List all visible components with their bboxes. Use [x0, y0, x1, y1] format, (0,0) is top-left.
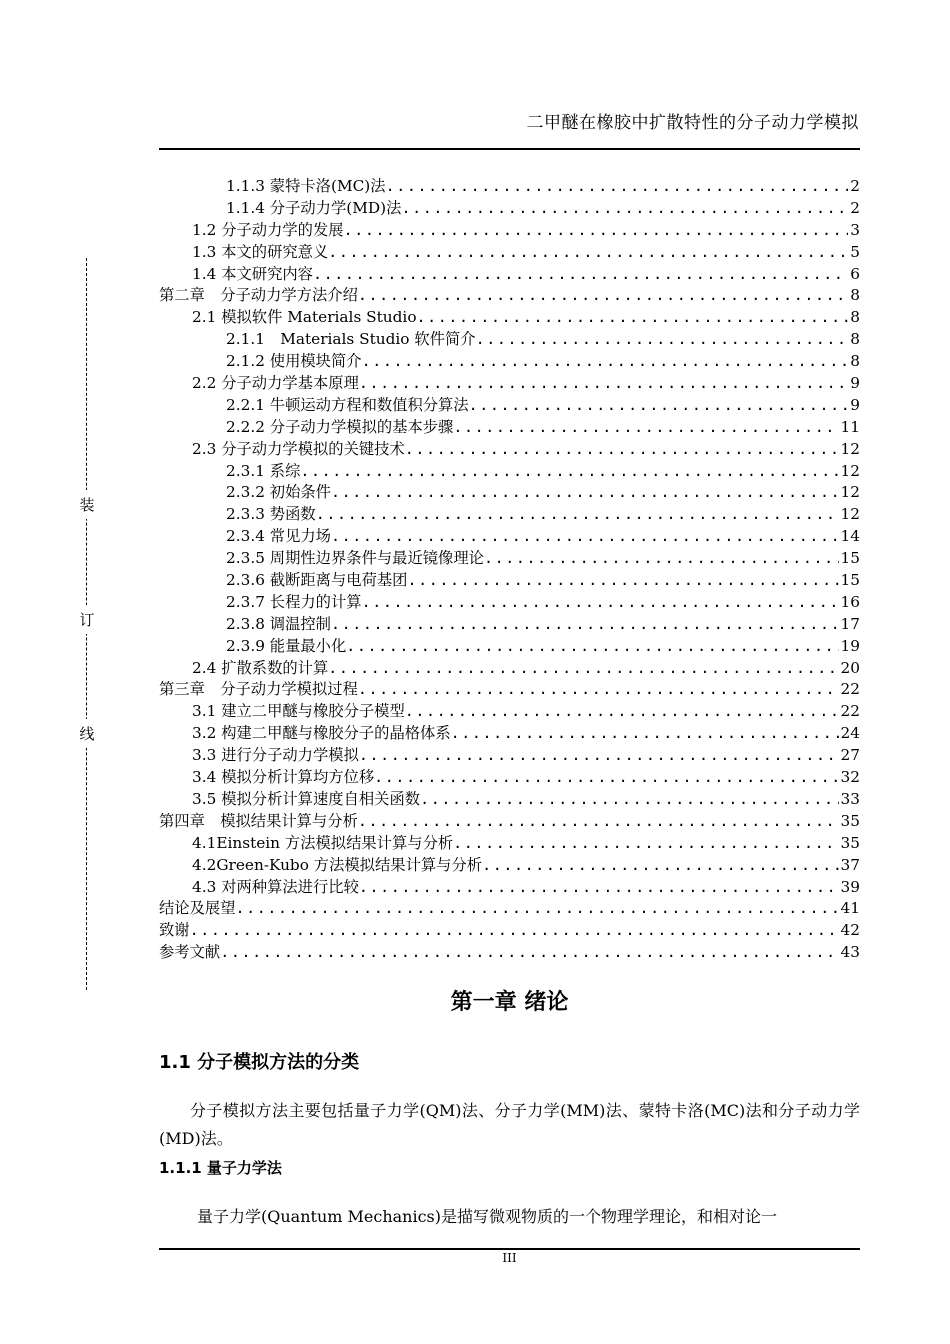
- toc-entry-page: 2: [850, 198, 860, 217]
- toc-dot-leader: [328, 242, 848, 264]
- subsection-heading: 1.1.1 量子力学法: [159, 1159, 282, 1177]
- toc-entry-page: 11: [840, 417, 860, 436]
- toc-entry[interactable]: [159, 701, 860, 723]
- toc-entry-title: 2.2.2 分子动力学模拟的基本步骤: [226, 417, 454, 436]
- section-heading: 1.1 分子模拟方法的分类: [159, 1052, 360, 1073]
- toc-entry-page: 8: [850, 308, 860, 327]
- toc-entry[interactable]: [159, 329, 860, 351]
- toc-entry-page: 27: [840, 746, 860, 765]
- toc-entry-page: 35: [840, 811, 860, 830]
- toc-entry-title: 2.3.6 截断距离与电荷基团: [226, 571, 408, 590]
- body-paragraph-2: 量子力学(Quantum Mechanics)是描写微观物质的一个物理学理论，和相对论一: [197, 1207, 777, 1226]
- toc-entry-title: 3.5 模拟分析计算速度自相关函数: [192, 789, 421, 808]
- toc-dot-leader: [453, 417, 838, 439]
- toc-entry[interactable]: [159, 877, 860, 899]
- toc-entry[interactable]: [159, 745, 860, 767]
- toc-dot-leader: [331, 482, 839, 504]
- toc-entry[interactable]: [159, 285, 860, 307]
- toc-entry[interactable]: [159, 482, 860, 504]
- toc-entry[interactable]: [159, 242, 860, 264]
- toc-entry[interactable]: [159, 351, 860, 373]
- toc-entry-page: 16: [840, 592, 860, 611]
- toc-entry[interactable]: [159, 504, 860, 526]
- toc-entry-title: 2.3.7 长程力的计算: [226, 592, 362, 611]
- toc-dot-leader: [401, 198, 848, 220]
- footer-rule: [159, 1248, 860, 1250]
- toc-entry-page: 12: [840, 439, 860, 458]
- toc-entry[interactable]: [159, 439, 860, 461]
- toc-entry-title: 4.2Green-Kubo 方法模拟结果计算与分析: [192, 855, 483, 874]
- binding-char-xian: 线: [78, 719, 96, 748]
- toc-entry-title: 3.3 进行分子动力学模拟: [192, 746, 359, 765]
- toc-entry-title: 致谢: [159, 921, 190, 940]
- toc-entry[interactable]: [159, 898, 860, 920]
- toc-dot-leader: [328, 658, 838, 680]
- toc-dot-leader: [420, 789, 838, 811]
- toc-dot-leader: [362, 592, 839, 614]
- toc-entry-title: 2.1.2 使用模块简介: [226, 352, 362, 371]
- toc-entry-title: 1.1.4 分子动力学(MD)法: [226, 198, 402, 217]
- toc-dot-leader: [405, 701, 839, 723]
- toc-dot-leader: [405, 439, 839, 461]
- toc-entry[interactable]: [159, 942, 860, 964]
- toc-dot-leader: [386, 176, 849, 198]
- toc-entry-page: 39: [840, 877, 860, 896]
- binding-char-zhuang: 装: [78, 490, 96, 519]
- toc-dot-leader: [358, 679, 839, 701]
- toc-entry-page: 43: [840, 943, 860, 962]
- toc-dot-leader: [417, 307, 849, 329]
- toc-entry[interactable]: [159, 811, 860, 833]
- toc-entry-title: 第二章 分子动力学方法介绍: [159, 286, 358, 305]
- toc-dot-leader: [484, 548, 839, 570]
- toc-entry-page: 32: [840, 768, 860, 787]
- body-paragraph-1: 分子模拟方法主要包括量子力学(QM)法、分子力学(MM)法、蒙特卡洛(MC)法和分子动力学(MD)法。: [159, 1101, 860, 1148]
- toc-dot-leader: [190, 920, 839, 942]
- toc-entry[interactable]: [159, 548, 860, 570]
- toc-dot-leader: [359, 745, 839, 767]
- toc-dot-leader: [358, 811, 839, 833]
- toc-entry[interactable]: [159, 461, 860, 483]
- toc-entry-page: 12: [840, 461, 860, 480]
- table-of-contents: [159, 176, 860, 964]
- toc-dot-leader: [374, 767, 838, 789]
- toc-entry-page: 24: [840, 724, 860, 743]
- toc-entry-title: 2.1 模拟软件 Materials Studio: [192, 308, 417, 327]
- toc-entry-page: 33: [840, 789, 860, 808]
- toc-dot-leader: [236, 898, 839, 920]
- toc-entry[interactable]: [159, 417, 860, 439]
- toc-entry-page: 12: [840, 505, 860, 524]
- toc-entry[interactable]: [159, 920, 860, 942]
- toc-entry-page: 17: [840, 614, 860, 633]
- toc-dot-leader: [331, 526, 839, 548]
- toc-entry-title: 2.3.2 初始条件: [226, 483, 331, 502]
- toc-entry-page: 37: [840, 855, 860, 874]
- toc-entry-page: 6: [850, 264, 860, 283]
- toc-entry-title: 3.1 建立二甲醚与橡胶分子模型: [192, 702, 405, 721]
- toc-entry-title: 4.3 对两种算法进行比较: [192, 877, 359, 896]
- toc-entry[interactable]: [159, 789, 860, 811]
- toc-entry[interactable]: [159, 526, 860, 548]
- toc-entry-page: 2: [850, 177, 860, 195]
- toc-entry-title: 1.4 本文研究内容: [192, 264, 313, 283]
- toc-entry-page: 22: [840, 702, 860, 721]
- toc-entry[interactable]: [159, 723, 860, 745]
- toc-entry-page: 3: [850, 220, 860, 239]
- toc-dot-leader: [316, 504, 839, 526]
- toc-entry-page: 8: [850, 286, 860, 305]
- toc-entry-page: 20: [840, 658, 860, 677]
- toc-entry[interactable]: [159, 307, 860, 329]
- toc-entry[interactable]: [159, 264, 860, 286]
- toc-entry[interactable]: [159, 395, 860, 417]
- toc-entry[interactable]: [159, 679, 860, 701]
- toc-entry[interactable]: [159, 220, 860, 242]
- toc-entry-title: 1.3 本文的研究意义: [192, 242, 329, 261]
- toc-dot-leader: [359, 877, 839, 899]
- toc-dot-leader: [482, 855, 838, 877]
- toc-entry-page: 42: [840, 921, 860, 940]
- toc-dot-leader: [358, 285, 848, 307]
- toc-entry-page: 41: [840, 899, 860, 918]
- toc-entry-title: 2.2 分子动力学基本原理: [192, 374, 359, 393]
- toc-entry[interactable]: [159, 636, 860, 658]
- toc-entry-title: 2.3.1 系综: [226, 461, 301, 480]
- toc-dot-leader: [453, 833, 838, 855]
- toc-entry-title: 1.2 分子动力学的发展: [192, 220, 344, 239]
- toc-entry-page: 5: [850, 242, 860, 261]
- toc-entry[interactable]: [159, 767, 860, 789]
- toc-entry-title: 2.3 分子动力学模拟的关键技术: [192, 439, 405, 458]
- toc-dot-leader: [300, 461, 838, 483]
- toc-entry[interactable]: [159, 614, 860, 636]
- toc-entry-title: 2.3.8 调温控制: [226, 614, 331, 633]
- page-number: III: [502, 1251, 517, 1265]
- toc-dot-leader: [331, 614, 839, 636]
- toc-dot-leader: [220, 942, 838, 964]
- toc-entry-page: 15: [840, 571, 860, 590]
- toc-entry-title: 参考文献: [159, 943, 221, 962]
- toc-entry-title: 结论及展望: [159, 899, 236, 918]
- toc-entry-page: 15: [840, 549, 860, 568]
- toc-entry-title: 2.3.5 周期性边界条件与最近镜像理论: [226, 549, 484, 568]
- toc-dot-leader: [451, 723, 839, 745]
- toc-entry-title: 2.3.4 常见力场: [226, 527, 331, 546]
- toc-entry-page: 35: [840, 833, 860, 852]
- toc-entry-page: 12: [840, 483, 860, 502]
- toc-entry-title: 2.3.9 能量最小化: [226, 636, 347, 655]
- toc-entry[interactable]: [159, 592, 860, 614]
- toc-entry-page: 9: [850, 395, 860, 414]
- toc-dot-leader: [359, 373, 848, 395]
- binding-char-ding: 订: [78, 605, 96, 634]
- running-header-title: 二甲醚在橡胶中扩散特性的分子动力学模拟: [526, 113, 859, 133]
- toc-entry-page: 9: [850, 374, 860, 393]
- toc-entry-page: 19: [840, 636, 860, 655]
- toc-entry[interactable]: [159, 176, 860, 198]
- toc-entry[interactable]: [159, 570, 860, 592]
- toc-entry[interactable]: [159, 373, 860, 395]
- toc-entry-title: 2.3.3 势函数: [226, 505, 316, 524]
- toc-entry-page: 8: [850, 352, 860, 371]
- header-rule: [159, 148, 860, 150]
- toc-entry[interactable]: [159, 198, 860, 220]
- toc-entry-title: 2.1.1 Materials Studio 软件简介: [226, 330, 476, 349]
- toc-dot-leader: [313, 264, 848, 286]
- toc-dot-leader: [476, 329, 849, 351]
- toc-entry-page: 14: [840, 527, 860, 546]
- toc-entry-title: 第四章 模拟结果计算与分析: [159, 811, 358, 830]
- toc-entry-title: 2.4 扩散系数的计算: [192, 658, 329, 677]
- toc-dot-leader: [344, 220, 849, 242]
- chapter-heading: 第一章 绪论: [450, 990, 569, 1015]
- toc-entry-title: 4.1Einstein 方法模拟结果计算与分析: [192, 833, 454, 852]
- toc-entry-title: 2.2.1 牛顿运动方程和数值积分算法: [226, 395, 469, 414]
- toc-dot-leader: [407, 570, 838, 592]
- toc-dot-leader: [346, 636, 838, 658]
- toc-entry-title: 3.4 模拟分析计算均方位移: [192, 768, 375, 787]
- toc-dot-leader: [469, 395, 849, 417]
- toc-entry[interactable]: [159, 833, 860, 855]
- toc-entry-page: 22: [840, 680, 860, 699]
- toc-entry[interactable]: [159, 658, 860, 680]
- toc-entry-title: 3.2 构建二甲醚与橡胶分子的晶格体系: [192, 724, 451, 743]
- toc-entry-title: 第三章 分子动力学模拟过程: [159, 680, 358, 699]
- toc-entry-title: 1.1.3 蒙特卡洛(MC)法: [226, 177, 386, 195]
- toc-entry[interactable]: [159, 855, 860, 877]
- toc-dot-leader: [362, 351, 849, 373]
- toc-entry-page: 8: [850, 330, 860, 349]
